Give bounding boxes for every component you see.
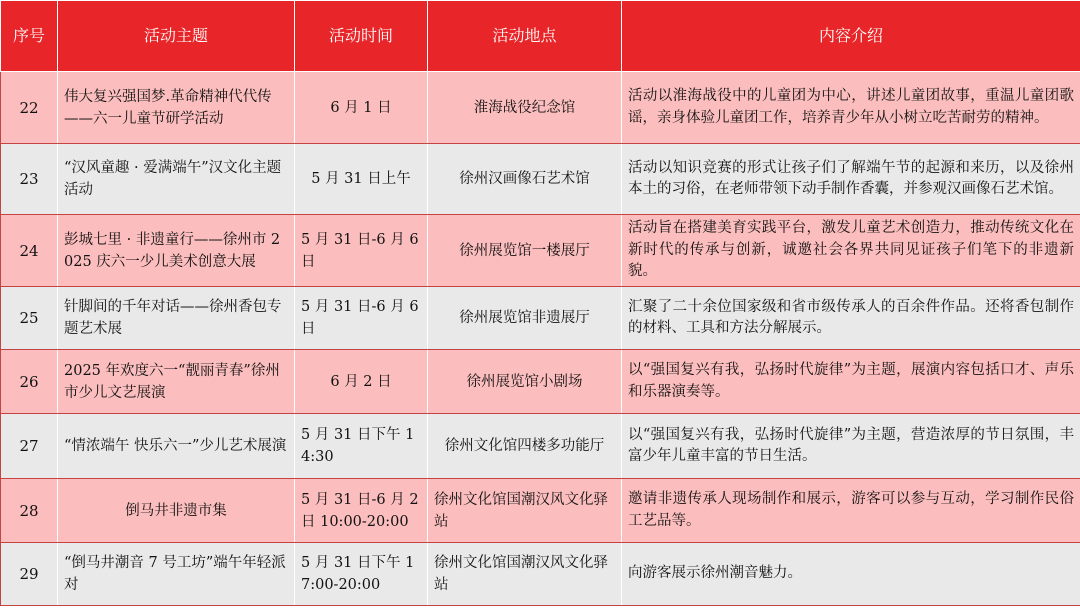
- table-header-row: [1, 1, 1080, 72]
- row-time: 5 月 31 日下午 14:30: [295, 414, 428, 479]
- table-row: [1, 414, 1080, 479]
- row-time: 6 月 1 日: [295, 72, 428, 144]
- row-description: 向游客展示徐州潮音魅力。: [622, 543, 1080, 606]
- table-row: [1, 144, 1080, 215]
- row-number: 27: [1, 414, 58, 479]
- row-description: 汇聚了二十余位国家级和省市级传承人的百余件作品。还将香包制作的材料、工具和方法分解展示。: [622, 287, 1080, 350]
- row-theme: “情浓端午 快乐六一”少儿艺术展演: [58, 414, 295, 479]
- row-theme: 伟大复兴强国梦.革命精神代代传——六一儿童节研学活动: [58, 72, 295, 144]
- row-theme: 倒马井非遗市集: [58, 479, 295, 543]
- row-description: 活动旨在搭建美育实践平台，激发儿童艺术创造力，推动传统文化在新时代的传承与创新，诚邀社会各界共同见证孩子们笔下的非遗新貌。: [622, 215, 1080, 287]
- row-time: 5 月 31 日-6 月 6 日: [295, 287, 428, 350]
- row-description: 以“强国复兴有我，弘扬时代旋律”为主题，展演内容包括口才、声乐和乐器演奏等。: [622, 350, 1080, 414]
- row-place: 徐州汉画像石艺术馆: [428, 144, 622, 215]
- row-place: 淮海战役纪念馆: [428, 72, 622, 144]
- row-description: 活动以知识竞赛的形式让孩子们了解端午节的起源和来历，以及徐州本土的习俗，在老师带领下动手制作香囊，并参观汉画像石艺术馆。: [622, 144, 1080, 215]
- row-place: 徐州展览馆一楼展厅: [428, 215, 622, 287]
- row-theme: “汉风童趣 · 爱满端午”汉文化主题活动: [58, 144, 295, 215]
- row-description: 活动以淮海战役中的儿童团为中心，讲述儿童团故事，重温儿童团歌谣，亲身体验儿童团工作，培养青少年从小树立吃苦耐劳的精神。: [622, 72, 1080, 144]
- row-description: 以“强国复兴有我，弘扬时代旋律”为主题，营造浓厚的节日氛围，丰富少年儿童丰富的节日生活。: [622, 414, 1080, 479]
- header-number: 序号: [1, 1, 58, 72]
- table-row: [1, 479, 1080, 543]
- header-time: 活动时间: [295, 1, 428, 72]
- row-place: 徐州文化馆国潮汉风文化驿站: [428, 479, 622, 543]
- header-description: 内容介绍: [622, 1, 1080, 72]
- row-number: 23: [1, 144, 58, 215]
- table-row: [1, 215, 1080, 287]
- row-number: 22: [1, 72, 58, 144]
- header-theme: 活动主题: [58, 1, 295, 72]
- row-time: 5 月 31 日上午: [295, 144, 428, 215]
- row-place: 徐州文化馆四楼多功能厅: [428, 414, 622, 479]
- row-theme: “倒马井潮音 7 号工坊”端午年轻派对: [58, 543, 295, 606]
- row-description: 邀请非遗传承人现场制作和展示，游客可以参与互动，学习制作民俗工艺品等。: [622, 479, 1080, 543]
- row-number: 26: [1, 350, 58, 414]
- row-number: 29: [1, 543, 58, 606]
- header-place: 活动地点: [428, 1, 622, 72]
- row-place: 徐州展览馆小剧场: [428, 350, 622, 414]
- row-time: 5 月 31 日-6 月 6 日: [295, 215, 428, 287]
- table-row: [1, 350, 1080, 414]
- table-row: [1, 543, 1080, 606]
- row-time: 5 月 31 日下午 17:00-20:00: [295, 543, 428, 606]
- row-time: 5 月 31 日-6 月 2 日 10:00-20:00: [295, 479, 428, 543]
- row-theme: 彭城七里 · 非遗童行——徐州市 2025 庆六一少儿美术创意大展: [58, 215, 295, 287]
- row-number: 25: [1, 287, 58, 350]
- table-row: [1, 72, 1080, 144]
- row-theme: 2025 年欢度六一“靓丽青春”徐州市少儿文艺展演: [58, 350, 295, 414]
- row-place: 徐州文化馆国潮汉风文化驿站: [428, 543, 622, 606]
- row-time: 6 月 2 日: [295, 350, 428, 414]
- row-number: 28: [1, 479, 58, 543]
- row-number: 24: [1, 215, 58, 287]
- row-theme: 针脚间的千年对话——徐州香包专题艺术展: [58, 287, 295, 350]
- table-row: [1, 287, 1080, 350]
- row-place: 徐州展览馆非遗展厅: [428, 287, 622, 350]
